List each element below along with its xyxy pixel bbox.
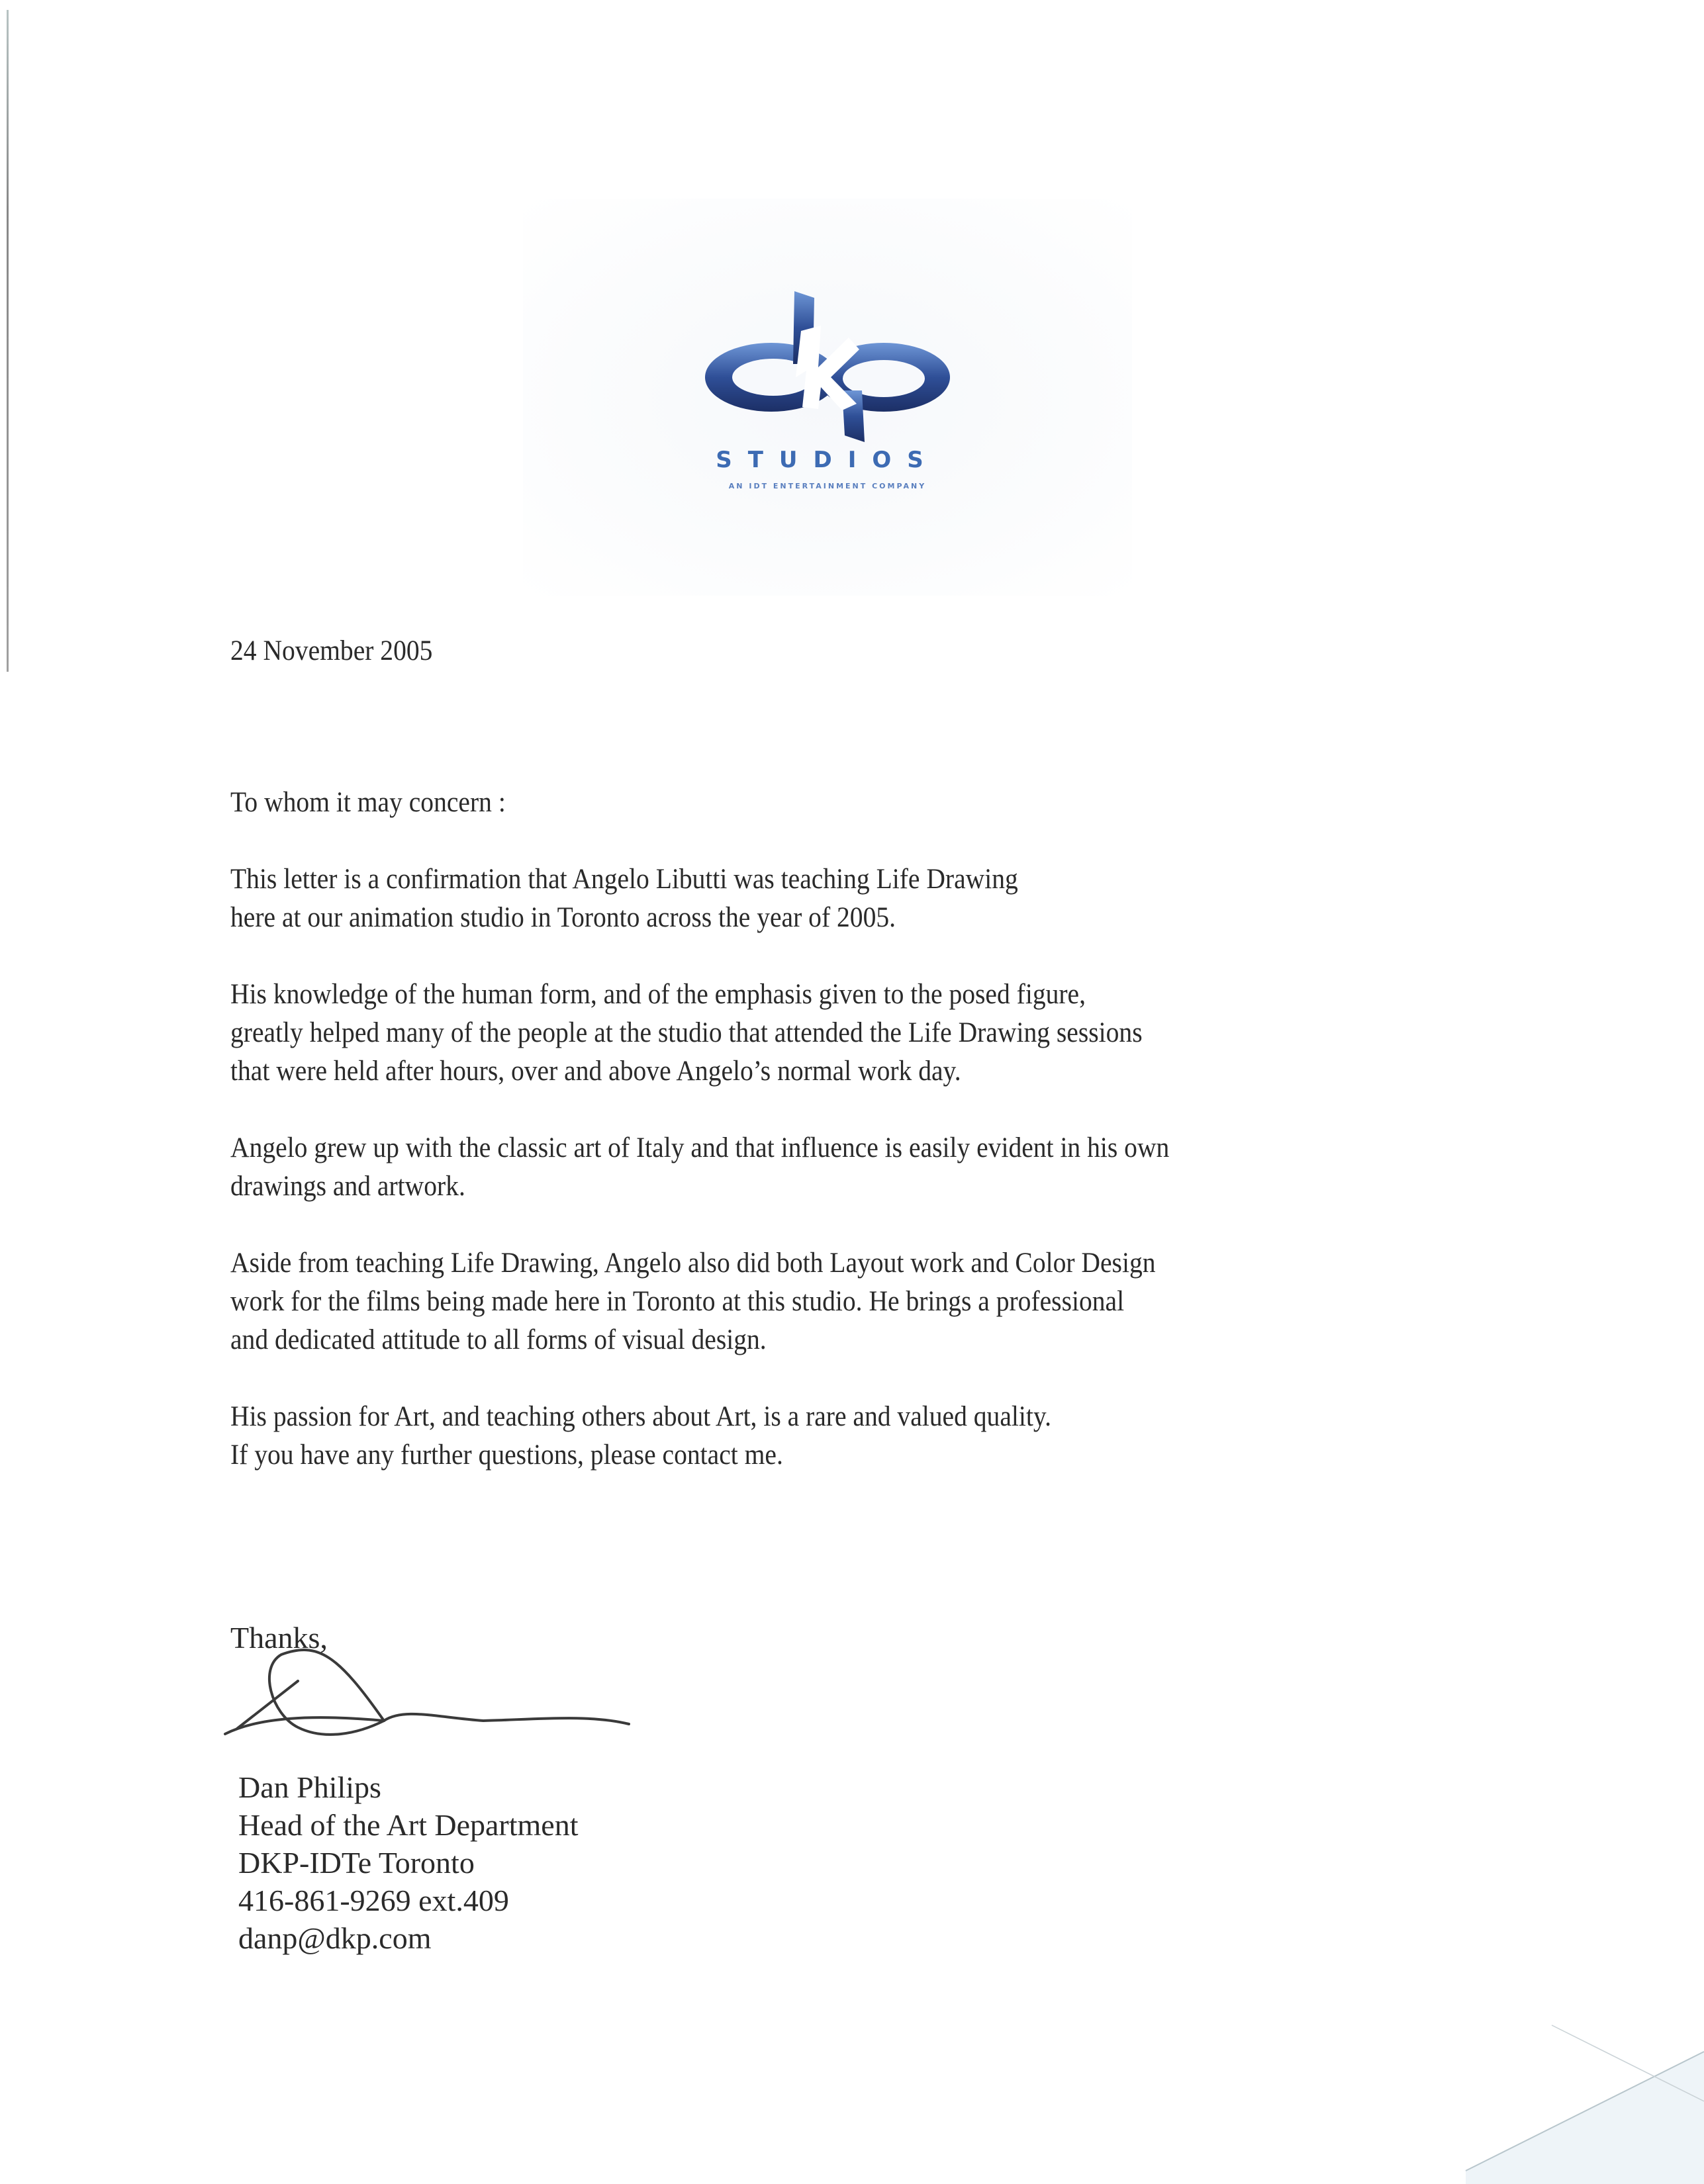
letter-closing: Thanks, <box>230 1621 328 1655</box>
letter-paragraph <box>230 860 1018 937</box>
paragraph-line: here at our animation studio in Toronto across the year of 2005. <box>230 902 896 933</box>
signer-company: DKP-IDTe Toronto <box>238 1846 475 1880</box>
handwritten-signature-icon <box>218 1641 655 1760</box>
letter-paragraph <box>230 1398 1051 1475</box>
paragraph-line: Angelo grew up with the classic art of Italy and that influence is easily evident in his own <box>230 1132 1170 1163</box>
signer-email[interactable]: danp@dkp.com <box>238 1921 432 1955</box>
paragraph-line: Aside from teaching Life Drawing, Angelo also did both Layout work and Color Design <box>230 1248 1156 1279</box>
letter-paragraph <box>230 1129 1169 1206</box>
paragraph-line: This letter is a confirmation that Angelo Libutti was teaching Life Drawing <box>230 864 1018 895</box>
signer-title: Head of the Art Department <box>238 1808 579 1842</box>
letter-paragraph <box>230 1244 1156 1359</box>
paragraph-line: His knowledge of the human form, and of the emphasis given to the posed figure, <box>230 979 1086 1010</box>
paragraph-line: If you have any further questions, please contact me. <box>230 1439 783 1471</box>
paragraph-line: His passion for Art, and teaching others about Art, is a rare and valued quality. <box>230 1401 1051 1432</box>
signature-block <box>238 1768 578 1957</box>
paragraph-line: greatly helped many of the people at the studio that attended the Life Drawing sessions <box>230 1017 1143 1048</box>
paragraph-line: that were held after hours, over and above Angelo’s normal work day. <box>230 1056 961 1087</box>
scan-edge-line <box>7 10 9 672</box>
letter-salutation: To whom it may concern : <box>230 787 506 818</box>
paragraph-line: drawings and artwork. <box>230 1171 465 1202</box>
company-logo <box>523 199 1132 596</box>
paragraph-line: and dedicated attitude to all forms of visual design. <box>230 1324 767 1355</box>
signer-phone: 416-861-9269 ext.409 <box>238 1884 509 1917</box>
page-corner-fold <box>1373 1972 1704 2184</box>
letter-date: 24 November 2005 <box>230 635 433 666</box>
paragraph-line: work for the films being made here in Toronto at this studio. He brings a professional <box>230 1286 1125 1317</box>
signer-name: Dan Philips <box>238 1770 381 1804</box>
logo-tagline: AN IDT ENTERTAINMENT COMPANY <box>728 482 927 490</box>
logo-wordmark: STUDIOS <box>716 447 939 473</box>
letter-paragraph <box>230 976 1143 1091</box>
dkp-logo-icon <box>695 291 960 443</box>
